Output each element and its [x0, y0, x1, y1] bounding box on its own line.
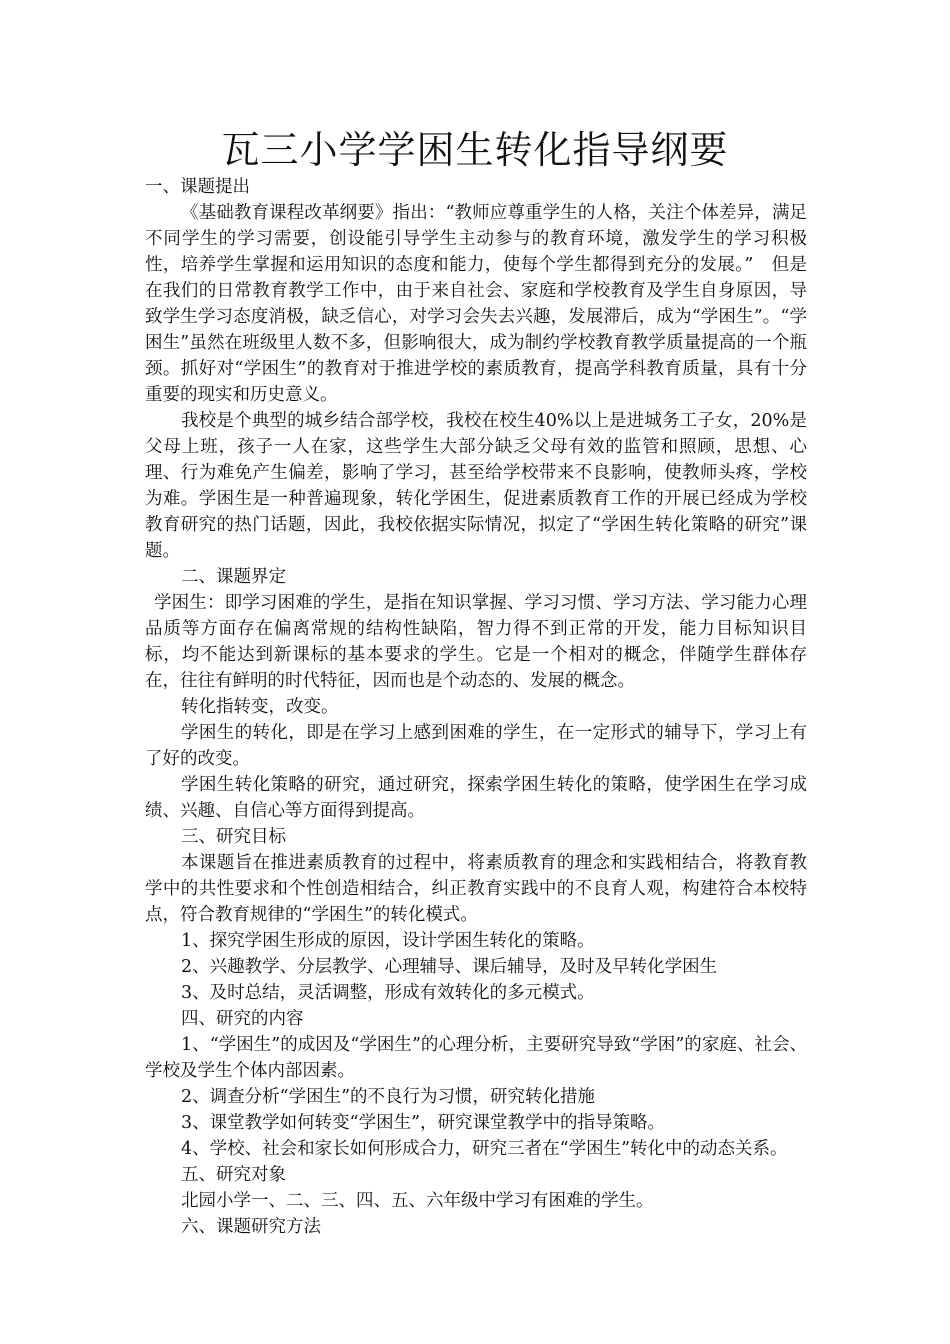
section-heading: 五、研究对象: [181, 1165, 286, 1185]
body-paragraph: 2、兴趣教学、分层教学、心理辅导、课后辅导，及时及早转化学困生: [181, 957, 718, 977]
body-paragraph: 1、“学困生”的成因及“学困生”的心理分析，主要研究导致“学困”的家庭、社会、学校及学生个体内部因素。: [145, 1035, 807, 1081]
body-paragraph: 3、课堂教学如何转变“学困生”，研究课堂教学中的指导策略。: [181, 1113, 666, 1133]
body-paragraph: 学困生转化策略的研究，通过研究，探索学困生转化的策略，使学困生在学习成绩、兴趣、自信心等方面得到提高。: [145, 775, 807, 821]
document-title: 瓦三小学学困生转化指导纲要: [221, 128, 729, 172]
body-paragraph: 转化指转变，改变。: [181, 697, 339, 717]
body-paragraph: 4、学校、社会和家长如何形成合力，研究三者在“学困生”转化中的动态关系。: [181, 1139, 788, 1159]
section-heading: 一、课题提出: [145, 177, 250, 197]
document-body: [145, 174, 807, 1240]
body-paragraph: 1、探究学困生形成的原因，设计学困生转化的策略。: [181, 931, 595, 951]
body-paragraph: 学困生：即学习困难的学生，是指在知识掌握、学习习惯、学习方法、学习能力心理品质等方面存在偏离常规的结构性缺陷，智力得不到正常的开发，能力目标知识目标，均不能达到新课标的基本要求的学生。它是一个相对的概念，伴随学生群体存在，往往有鲜明的时代特征，因而也是个动态的、发展的概念。: [145, 593, 807, 691]
body-paragraph: 2、调查分析“学困生”的不良行为习惯，研究转化措施: [181, 1087, 596, 1107]
section-heading: 四、研究的内容: [181, 1009, 304, 1029]
body-paragraph: 北园小学一、二、三、四、五、六年级中学习有困难的学生。: [181, 1191, 654, 1211]
section-heading: 三、研究目标: [181, 827, 286, 847]
body-paragraph: 《基础教育课程改革纲要》指出：“教师应尊重学生的人格，关注个体差异，满足不同学生的学习需要，创设能引导学生主动参与的教育环境，激发学生的学习积极性，培养学生掌握和运用知识的态度和能力，使每个学生都得到充分的发展。” 但是在我们的日常教育教学工作中，由于来自社会、家庭和学校教育及学生自身原因，导致学生学习态度消极，缺乏信心，对学习会失去兴趣，发展滞后，成为“学困生”。“学困生”虽然在班级里人数不多，但影响很大，成为制约学校教育教学质量提高的一个瓶颈。抓好对“学困生”的教育对于推进学校的素质教育，提高学科教育质量，具有十分重要的现实和历史意义。: [145, 203, 807, 405]
body-paragraph: 3、及时总结，灵活调整，形成有效转化的多元模式。: [181, 983, 595, 1003]
section-heading: 六、课题研究方法: [181, 1217, 321, 1237]
section-heading: 二、课题界定: [181, 567, 286, 587]
body-paragraph: 学困生的转化，即是在学习上感到困难的学生，在一定形式的辅导下，学习上有了好的改变。: [145, 723, 807, 769]
body-paragraph: 我校是个典型的城乡结合部学校，我校在校生40%以上是进城务工子女，20%是父母上班，孩子一人在家，这些学生大部分缺乏父母有效的监管和照顾，思想、心理、行为难免产生偏差，影响了学习，甚至给学校带来不良影响，使教师头疼，学校为难。学困生是一种普遍现象，转化学困生，促进素质教育工作的开展已经成为学校教育研究的热门话题，因此，我校依据实际情况，拟定了“学困生转化策略的研究”课题。: [145, 411, 807, 561]
body-paragraph: 本课题旨在推进素质教育的过程中，将素质教育的理念和实践相结合，将教育教学中的共性要求和个性创造相结合，纠正教育实践中的不良育人观，构建符合本校特点，符合教育规律的“学困生”的转化模式。: [145, 853, 807, 925]
